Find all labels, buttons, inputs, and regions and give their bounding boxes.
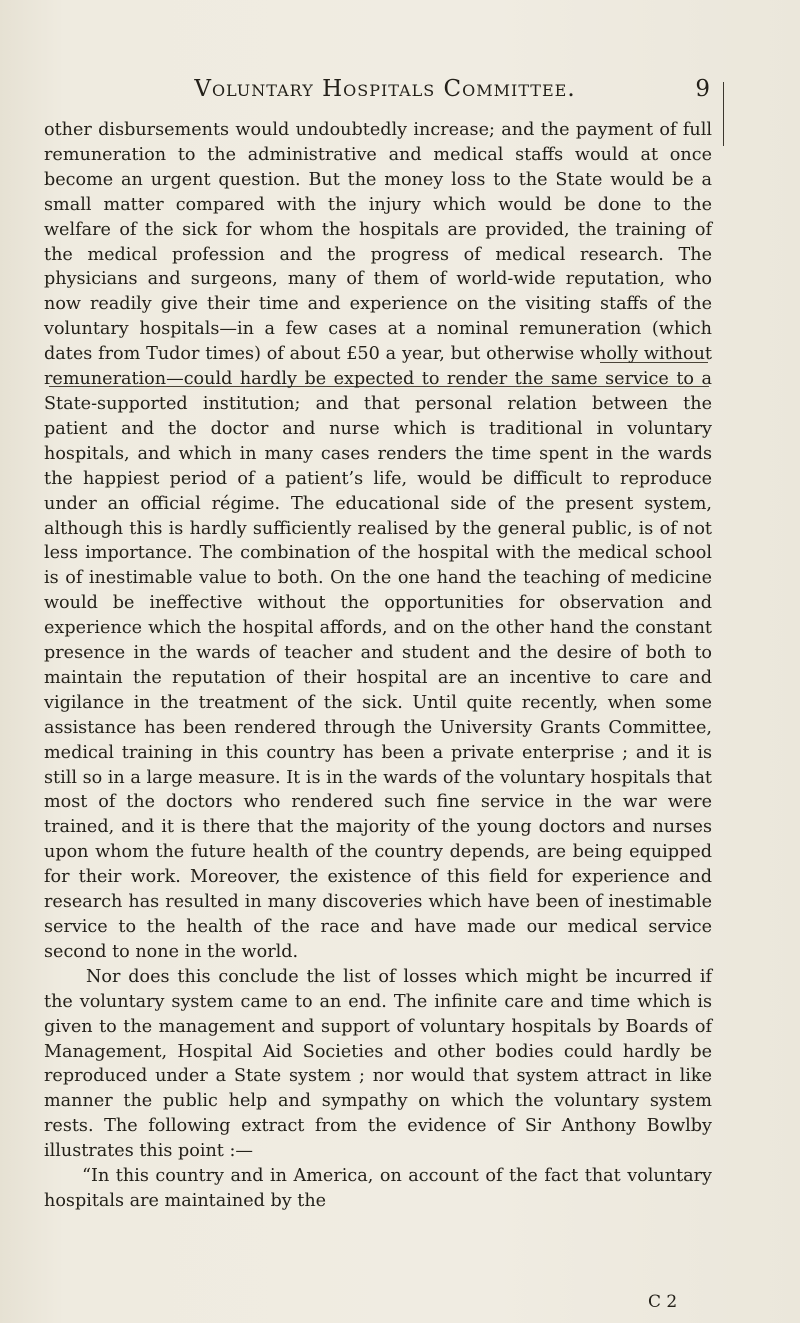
paragraph: Nor does this conclude the list of losses which might be incurred if the voluntary system came to an end. The infinite care and time which is given to the management and support of voluntary hospitals by Boards of Management, Hospital Aid Societies and other bodies could hardly be reproduced under a State system ; nor would that system attract in like manner the public help and sympathy on which the voluntary system rests. The following extract from the evidence of Sir Anthony Bowlby illustrates this point :—	[44, 966, 712, 1162]
margin-rule-mark	[723, 82, 724, 146]
quotation: “In this country and in America, on account of the fact that voluntary hospitals are maintained by the	[44, 1166, 712, 1211]
signature-mark: C 2	[648, 1292, 678, 1312]
paragraph: other disbursements would undoubtedly increase; and the payment of full remuneration to the administrative and medical staffs would at once become an urgent question. But the money loss to the State would be a small matter compared with the injury which would be done to the welfare of the sick for whom the hospitals are provided, the training of the medical profession and the progress of medical research. The physicians and surgeons, many of them of world-wide reputation, who now readily give their time and experience on the visiting staffs of the voluntary hospitals—in a few cases at a nominal remuneration (which dates from Tudor times) of about £50 a year, but otherwise wholly without remuneration—could hardly be expected to render the same service to a State-supported institution; and that personal relation between the patient and the doctor and nurse which is traditional in voluntary hospitals, and which in many cases renders the time spent in the wards the happiest period of a patient’s life, would be difficult to reproduce under an official régime. The educational side of the present system, although this is hardly sufficiently realised by the general public, is of not less importance. The combination of the hospital with the medical school is of inestimable value to both. On the one hand the teaching of medicine would be ineffective without the opportunities for observation and experience which the hospital affords, and on the other hand the constant presence in the wards of teacher and student and the desire of both to maintain the reputation of their hospital are an incentive to care and vigilance in the treatment of the sick. Until quite recently, when some assistance has been rendered through the University Grants Committee, medical training in this country has been a private enterprise ; and it is still so in a large measure. It is in the wards of the voluntary hospitals that most of the doctors who rendered such fine service in the war were trained, and it is there that the majority of the young doctors and nurses upon whom the future health of the country depends, are being equipped for their work. Moreover, the existence of this field for experience and research has resulted in many discoveries which have been of inestimable service to the health of the race and have made our medical service second to none in the world.	[44, 120, 712, 962]
body-text	[44, 118, 712, 1214]
running-title: Voluntary Hospitals Committee.	[194, 76, 576, 102]
page-header	[60, 74, 710, 104]
page-number: 9	[695, 76, 710, 102]
